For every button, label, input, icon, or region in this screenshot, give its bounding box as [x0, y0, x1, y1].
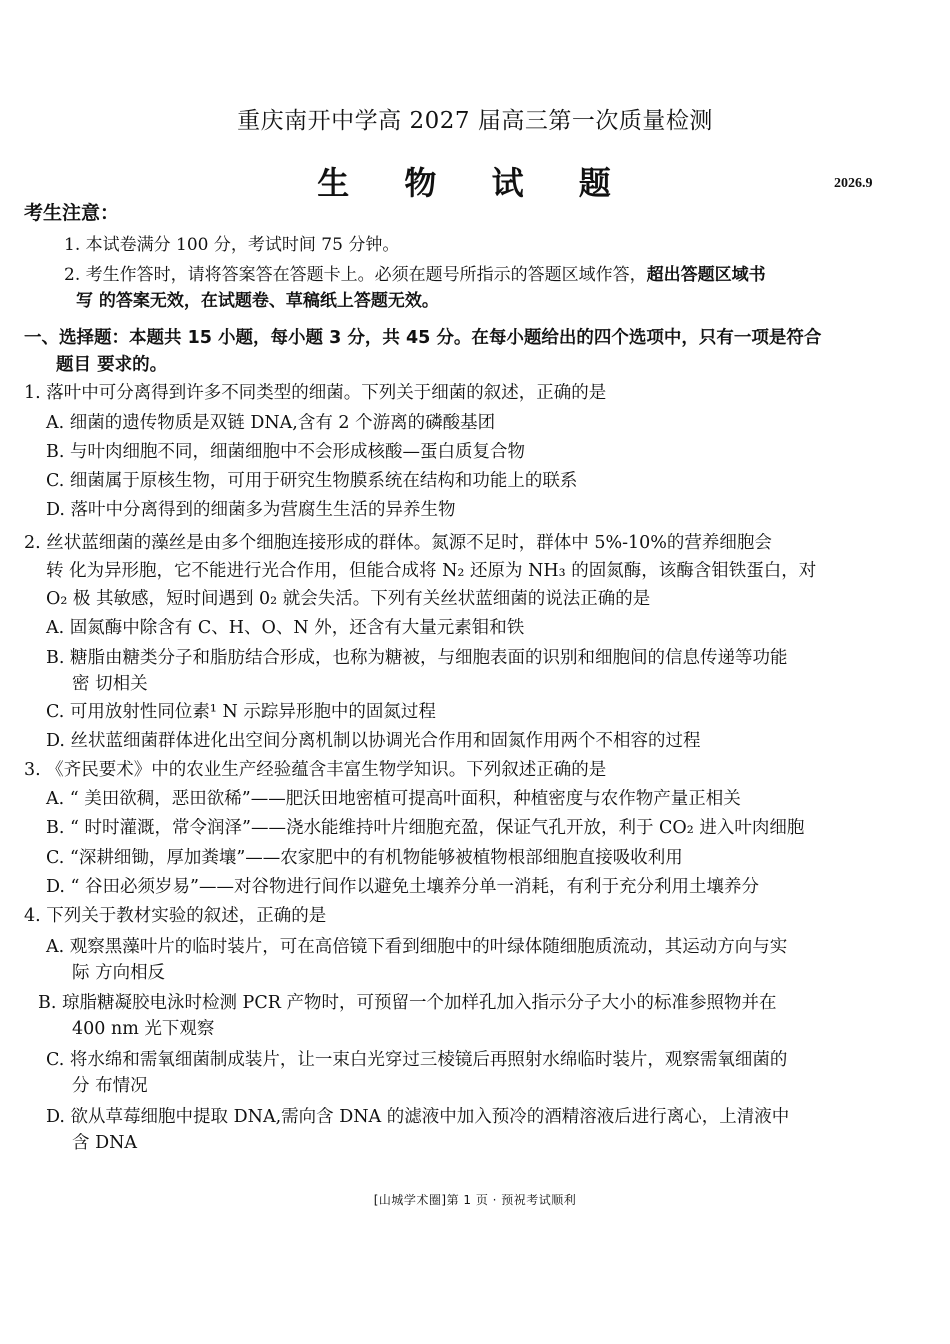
q1-option-d: D. 落叶中分离得到的细菌多为营腐生生活的异养生物 — [46, 500, 456, 520]
q2-stem-line3: O₂ 极 其敏感，短时间遇到 0₂ 就会失活。下列有关丝状蓝细菌的说法正确的是 — [46, 589, 651, 609]
notice-title: 考生注意： — [24, 202, 120, 224]
q3-stem: 3. 《齐民要术》中的农业生产经验蕴含丰富生物学知识。下列叙述正确的是 — [24, 760, 607, 780]
page-footer: [山城学术圈]第 1 页 · 预祝考试顺利 — [373, 1193, 577, 1207]
q3-option-c: C. “深耕细锄，厚加粪壤”——农家肥中的有机物能够被植物根部细胞直接吸收利用 — [46, 848, 683, 868]
q2-option-c: C. 可用放射性同位素¹ N 示踪异形胞中的固氮过程 — [46, 702, 436, 722]
q4-option-a-line1: A. 观察黑藻叶片的临时装片，可在高倍镜下看到细胞中的叶绿体随细胞质流动，其运动方向与实 — [46, 937, 788, 957]
q3-option-b: B. “ 时时灌溉，常令润泽”——浇水能维持叶片细胞充盈，保证气孔开放，利于 CO₂ 进入叶肉细胞 — [46, 818, 805, 838]
q2-option-d: D. 丝状蓝细菌群体进化出空间分离机制以协调光合作用和固氮作用两个不相容的过程 — [46, 731, 701, 751]
notice-item-2 — [64, 262, 766, 288]
q2-option-b-line1: B. 糖脂由糖类分子和脂肪结合形成，也称为糖被，与细胞表面的识别和细胞间的信息传递等功能 — [46, 648, 788, 668]
q4-option-d-line2: 含 DNA — [72, 1133, 138, 1153]
school-title: 重庆南开中学高 2027 届高三第一次质量检测 — [237, 108, 713, 134]
q1-option-a: A. 细菌的遗传物质是双链 DNA,含有 2 个游离的磷酸基团 — [46, 413, 496, 433]
subject-title: 生 物 试 题 — [317, 164, 633, 202]
q2-option-b-line2: 密 切相关 — [72, 674, 148, 694]
notice-item-2-line2 — [76, 288, 439, 314]
notice-item-2-bold: 超出答题区域书 — [646, 265, 766, 285]
q3-option-d: D. “ 谷田必须岁易”——对谷物进行间作以避免土壤养分单一消耗，有利于充分利用土壤养分 — [46, 877, 759, 897]
q2-option-a: A. 固氮酶中除含有 C、H、O、N 外，还含有大量元素钼和铁 — [46, 618, 525, 638]
notice-item-2-text: 2. 考生作答时，请将答案答在答题卡上。必须在题号所指示的答题区域作答， — [64, 265, 647, 285]
q3-option-a: A. “ 美田欲稠，恶田欲稀”——肥沃田地密植可提高叶面积，种植密度与农作物产量正相关 — [46, 789, 741, 809]
q2-stem-line1: 2. 丝状蓝细菌的藻丝是由多个细胞连接形成的群体。氮源不足时，群体中 5%-10%的营养细胞会 — [24, 533, 772, 553]
q2-stem-line2: 转 化为异形胞，它不能进行光合作用，但能合成将 N₂ 还原为 NH₃ 的固氮酶，该酶含钼铁蛋白，对 — [46, 561, 817, 581]
exam-date: 2026.9 — [834, 176, 873, 191]
q4-option-b-line1: B. 琼脂糖凝胶电泳时检测 PCR 产物时，可预留一个加样孔加入指示分子大小的标准参照物并在 — [38, 993, 777, 1013]
q4-option-b-line2: 400 nm 光下观察 — [72, 1019, 215, 1039]
q1-option-c: C. 细菌属于原核生物，可用于研究生物膜系统在结构和功能上的联系 — [46, 471, 578, 491]
q4-stem: 4. 下列关于教材实验的叙述，正确的是 — [24, 906, 327, 926]
q1-stem: 1. 落叶中可分离得到许多不同类型的细菌。下列关于细菌的叙述，正确的是 — [24, 383, 607, 403]
q4-option-a-line2: 际 方向相反 — [72, 963, 166, 983]
notice-item-1: 1. 本试卷满分 100 分，考试时间 75 分钟。 — [64, 235, 400, 255]
section-heading-line1: 一、选择题：本题共 15 小题，每小题 3 分，共 45 分。在每小题给出的四个选项中，只有一项是符合 — [24, 328, 822, 348]
q4-option-c-line2: 分 布情况 — [72, 1076, 148, 1096]
section-heading — [24, 325, 924, 379]
q1-option-b: B. 与叶肉细胞不同，细菌细胞中不会形成核酸—蛋白质复合物 — [46, 442, 525, 462]
q4-option-c-line1: C. 将水绵和需氧细菌制成装片，让一束白光穿过三棱镜后再照射水绵临时装片，观察需氧细菌的 — [46, 1050, 788, 1070]
q4-option-d-line1: D. 欲从草莓细胞中提取 DNA,需向含 DNA 的滤液中加入预冷的酒精溶液后进行离心，上清液中 — [46, 1107, 790, 1127]
notice-item-2-line2-text: 写 的答案无效，在试题卷、草稿纸上答题无效。 — [76, 291, 439, 311]
section-heading-line2: 题目 要求的。 — [56, 355, 168, 375]
